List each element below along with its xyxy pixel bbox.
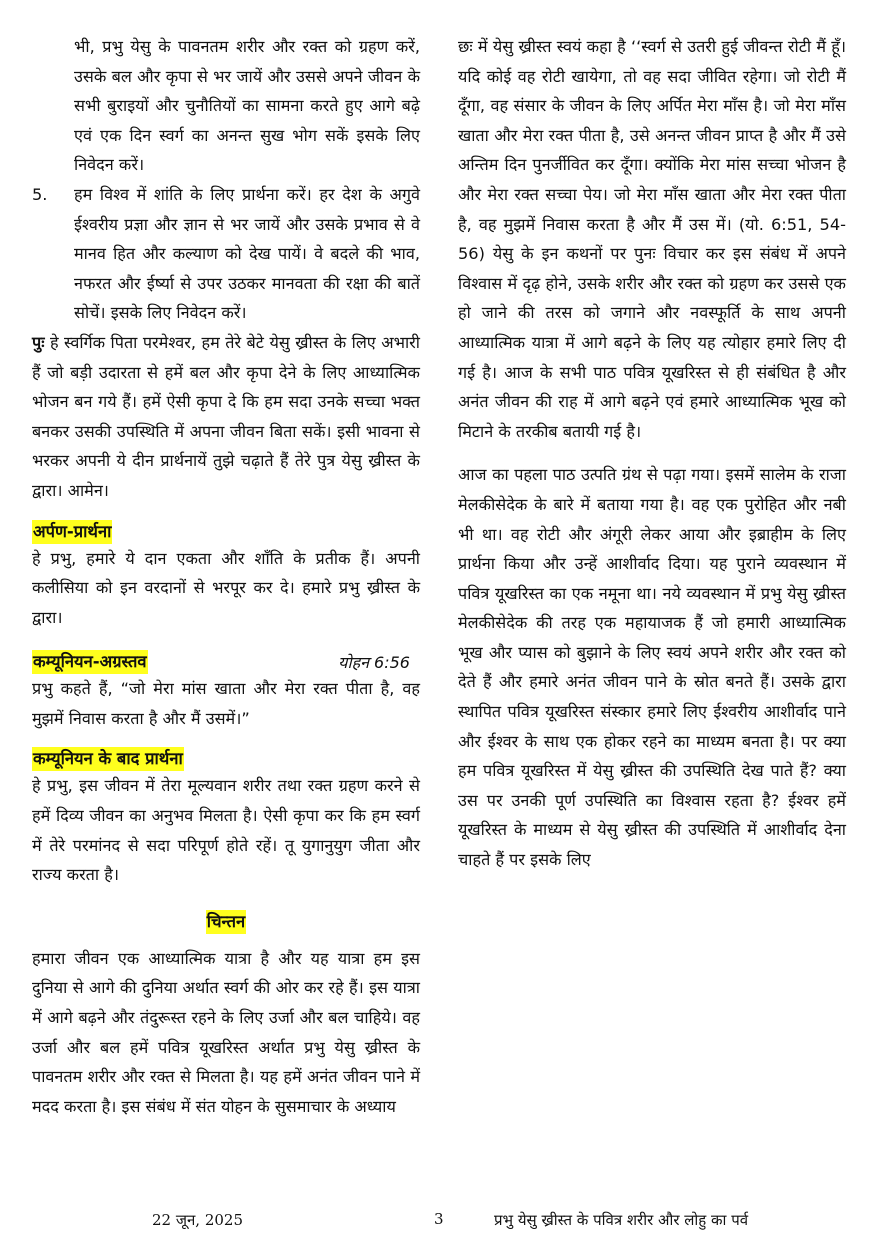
reflection-heading: चिन्तन bbox=[206, 910, 246, 934]
offering-text: हे प्रभु, हमारे ये दान एकता और शाँति के प्रतीक हैं। अपनी कलीसिया को इन वरदानों से भरपूर कर दे। हमारे प्रभु ख्रीस्त के द्वारा। bbox=[32, 548, 420, 627]
priest-prayer bbox=[32, 328, 420, 506]
item-number: 5. bbox=[32, 184, 48, 204]
left-column bbox=[32, 32, 420, 1121]
page-number: 3 bbox=[434, 1210, 444, 1228]
reflection-continuation: छः में येसु ख्रीस्त स्वयं कहा है ‘‘स्वर्ग से उतरी हुई जीवन्त रोटी मैं हूँ। यदि कोई वह रोटी खायेगा, तो वह सदा जीवित रहेगा। जो रोटी मैं दूँगा, वह संसार के जीवन के लिए अर्पित मेरा माँस है। जो मेरा माँस खाता और मेरा रक्त पीता है, उसे अनन्त जीवन प्राप्त है और मैं उसे अन्तिम दिन पुनर्जीवित कर दूँगा। क्योंकि मेरा मांस सच्चा भोजन है और मेरा रक्त सच्चा पेय। जो मेरा माँस खाता और मेरा रक्त पीता है, वह मुझमें निवास करता है और मैं उस में। (यो. 6:51, 54-56) येसु के इन कथनों पर पुनः विचार कर इस संबंध में अपने विश्वास में दृढ़ होने, उसके शरीर और रक्त को ग्रहण कर उससे एक हो जाने की तरस को जगाने और नवस्फूर्ति के साथ अपनी आध्यात्मिक यात्रा में आगे बढ़ने के लिए यह त्योहार हमारे लिए दी गई है। आज के सभी पाठ पवित्र यूखरिस्त से ही संबंधित है और अनंत जीवन की राह में आगे बढ़ने एवं हमारे आध्यात्मिक भूख को मिटाने के तरकीब बतायी गई है। bbox=[458, 37, 846, 441]
footer-title: प्रभु येसु ख्रीस्त के पवित्र शरीर और लोहु का पर्व bbox=[494, 1211, 749, 1229]
post-communion-text: हे प्रभु, इस जीवन में तेरा मूल्यवान शरीर तथा रक्त ग्रहण करने से हमें दिव्य जीवन का अनुभव मिलता है। ऐसी कृपा कर कि हम स्वर्ग में तेरे परमांनद से सदा परिपूर्ण होते रहें। तू युगानुयुग जीता और राज्य करता है। bbox=[32, 776, 420, 885]
paragraph-gap bbox=[458, 446, 846, 460]
reflection-text: हमारा जीवन एक आध्यात्मिक यात्रा है और यह यात्रा हम इस दुनिया से आगे की दुनिया अर्थात स्वर्ग की ओर कर रहे हैं। इस यात्रा में आगे बढ़ने और तंदुरूस्त रहने के लिए उर्जा और बल चाहिये। वह उर्जा और बल हमें पवित्र यूखरिस्त अर्थात प्रभु येसु ख्रीस्त के पावनतम शरीर और रक्त से मिलता है। यह हमें अनंत जीवन पाने में मदद करता है। इस संबंध में संत योहन के सुसमाचार के अध्याय bbox=[32, 948, 420, 1116]
scripture-reference: योहन 6:56 bbox=[338, 653, 410, 673]
communion-antiphon-heading-row bbox=[32, 650, 420, 674]
offering-heading: अर्पण-प्रार्थना bbox=[32, 520, 112, 544]
priest-prayer-text: हे स्वर्गिक पिता परमेश्वर, हम तेरे बेटे येसु ख्रीस्त के लिए अभारी हैं जो बड़ी उदारता से हमें बल और कृपा देने के लिए आध्यात्मिक भोजन बन गये हैं। हमें ऐसी कृपा दे कि हम सदा उनके सच्चा भक्त बनकर उसकी उपस्थिति में अपना जीवन बिता सकें। इसी भावना से भरकर अपनी ये दीन प्रार्थनायें तुझे चढ़ाते हैं तेरे पुत्र येसु ख्रीस्त के द्वारा। आमेन। bbox=[32, 332, 420, 500]
offering-heading-row bbox=[32, 520, 420, 544]
first-reading-reflection: आज का पहला पाठ उत्पति ग्रंथ से पढ़ा गया। इसमें सालेम के राजा मेलकीसेदेक के बारे में बताया गया है। वह एक पुरोहित और नबी भी था। वह रोटी और अंगूरी लेकर आया और इब्राहीम के लिए प्रार्थना किया और उन्हें आशीर्वाद दिया। यह पुराने व्यवस्थान में पवित्र यूखरिस्त का एक नमूना था। नये व्यवस्थान में प्रभु येसु ख्रीस्त मेलकीसेदेक की तरह एक महायाजक हैं जो हमारी आध्यात्मिक भूख और प्यास को बुझाने के लिए स्वयं अपने शरीर और रक्त को देते हैं और हमारे अनंत जीवन पाने के स्रोत बनते हैं। उसके द्वारा स्थापित पवित्र यूखरिस्त संस्कार हमारे लिए ईश्वरीय आशीर्वाद पाने और ईश्वर के साथ एक होकर रहने का माध्यम बनता है। पर क्या हम पवित्र यूखरिस्त में येसु ख्रीस्त की उपस्थिति देख पाते हैं? क्या उस पर उनकी पूर्ण उपस्थिति का विश्वास रहता है? ईश्वर हमें यूखरिस्त के माध्यम से येसु ख्रीस्त की उपस्थिति में आशीर्वाद देना चाहते हैं पर इसके लिए bbox=[458, 465, 846, 870]
communion-antiphon-heading: कम्यूनियन-अग्रस्तव bbox=[32, 650, 148, 674]
reflection-heading-row bbox=[32, 910, 420, 934]
footer-date: 22 जून, 2025 bbox=[152, 1211, 244, 1229]
right-column bbox=[458, 32, 846, 875]
item-text: हम विश्व में शांति के लिए प्रार्थना करें। हर देश के अगुवे ईश्वरीय प्रज्ञा और ज्ञान से भर जायें और उसके प्रभाव से वे मानव हित और कल्याण को देख पायें। वे बदले की भाव, नफरत और ईर्ष्या से उपर उठकर मानवता की रक्षा की बातें सोचें। इसके लिए निवेदन करें। bbox=[74, 184, 420, 323]
priest-label: पुः bbox=[32, 332, 45, 352]
post-communion-heading-row bbox=[32, 747, 420, 771]
intercession-continuation: भी, प्रभु येसु के पावनतम शरीर और रक्त को ग्रहण करें, उसके बल और कृपा से भर जायें और उससे अपने जीवन के सभी बुराइयों और चुनौतियों का सामना करते हुए आगे बढ़े एवं एक दिन स्वर्ग का अनन्त सुख भोग सकें इसके लिए निवेदन करें। bbox=[74, 37, 420, 175]
post-communion-heading: कम्यूनियन के बाद प्रार्थना bbox=[32, 747, 184, 771]
intercession-item-5 bbox=[32, 180, 420, 328]
communion-antiphon-text: प्रभु कहते हैं, “जो मेरा मांस खाता और मेरा रक्त पीता है, वह मुझमें निवास करता है और मैं उसमें।” bbox=[32, 679, 420, 728]
